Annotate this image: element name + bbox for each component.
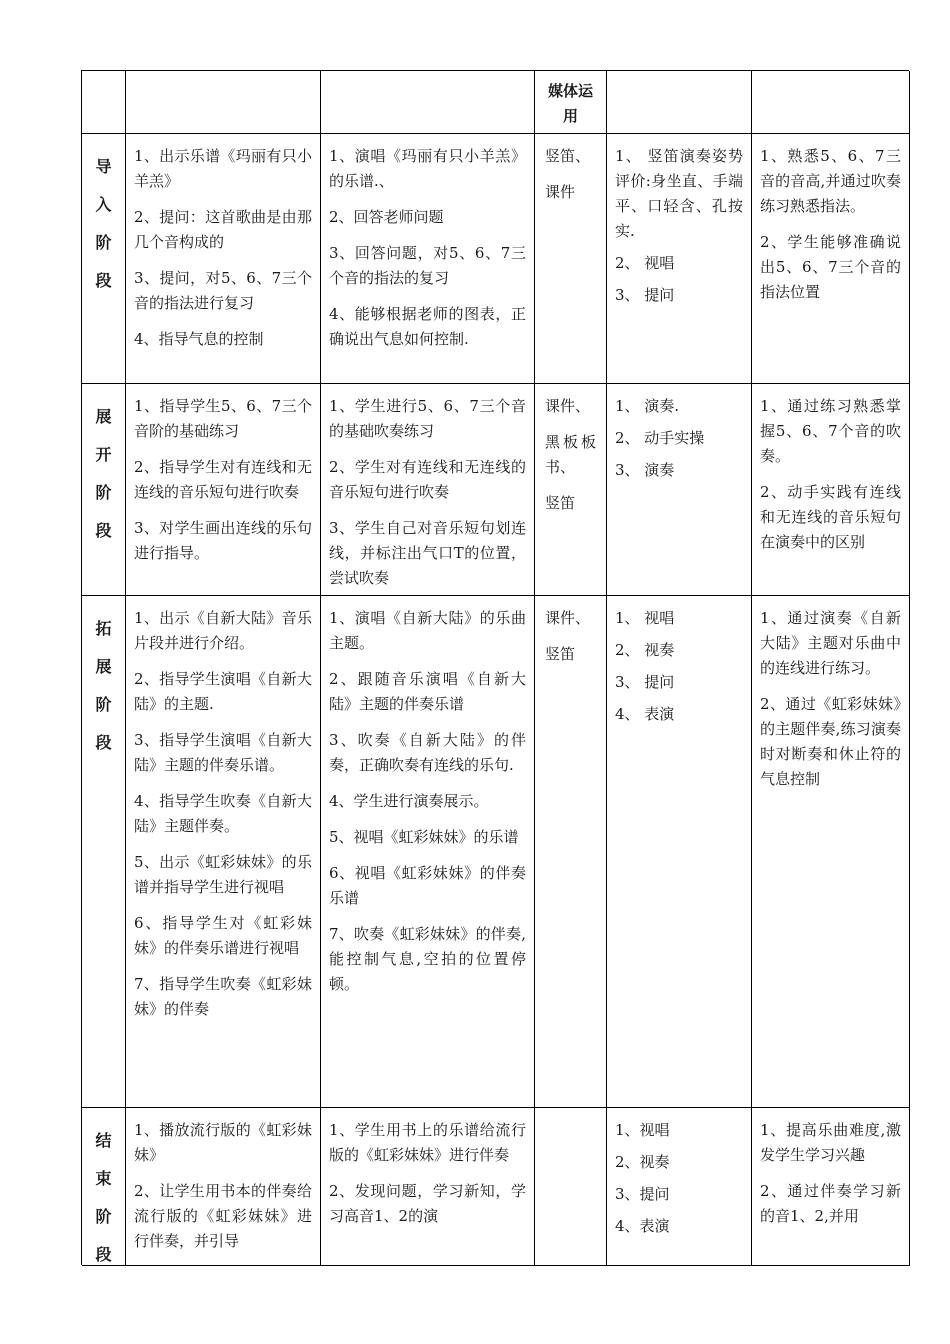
list-item: 2、让学生用书本的伴奏给流行版的《虹彩妹妹》进行伴奏，并引导 — [134, 1182, 312, 1250]
stage-cell — [82, 596, 126, 1108]
teacher-activity-cell — [126, 1108, 321, 1266]
list-item: 3、 提问 — [615, 286, 675, 304]
list-item: 3、学生自己对音乐短句划连线，并标注出气口T的位置，尝试吹奏 — [329, 519, 526, 587]
header-cell-6 — [752, 71, 910, 134]
media-cell — [535, 134, 607, 384]
student-activity-cell — [321, 596, 535, 1108]
list-item: 1、学生用书上的乐谱给流行版的《虹彩妹妹》进行伴奏 — [329, 1121, 526, 1164]
stage-label: 拓展阶段 — [95, 619, 112, 752]
list-item: 2、回答老师问题 — [329, 208, 444, 226]
list-item: 3、吹奏《自新大陆》的伴奏，正确吹奏有连线的乐句. — [329, 731, 526, 774]
list-item: 6、视唱《虹彩妹妹》的伴奏乐谱 — [329, 864, 526, 907]
header-cell-1 — [82, 71, 126, 134]
media-item: 课件、 — [545, 609, 591, 627]
list-item: 2、跟随音乐演唱《自新大陆》主题的伴奏乐谱 — [329, 670, 526, 713]
header-cell-3 — [321, 71, 535, 134]
list-item: 2、 视奏 — [615, 641, 675, 659]
list-item: 4、能够根据老师的图表，正确说出气息如何控制. — [329, 305, 526, 348]
list-item: 1、视唱 — [615, 1121, 670, 1139]
list-item: 1、出示乐谱《玛丽有只小羊羔》 — [134, 147, 312, 190]
goal-cell — [752, 1108, 910, 1266]
teacher-activity-cell — [126, 134, 321, 384]
header-cell-2 — [126, 71, 321, 134]
list-item: 3、对学生画出连线的乐句进行指导。 — [134, 519, 312, 562]
stage-cell — [82, 1108, 126, 1266]
stage-cell — [82, 134, 126, 384]
list-item: 5、视唱《虹彩妹妹》的乐谱 — [329, 828, 519, 846]
list-item: 2、 动手实操 — [615, 429, 705, 447]
media-usage-heading: 媒体运用 — [548, 82, 594, 125]
list-item: 2、指导学生对有连线和无连线的音乐短句进行吹奏 — [134, 458, 312, 501]
list-item: 1、 演奏. — [615, 397, 680, 415]
media-item: 竖笛 — [545, 645, 576, 663]
list-item: 2、通过《虹彩妹妹》的主题伴奏,练习演奏时对断奏和休止符的气息控制 — [760, 695, 901, 788]
media-item: 竖笛 — [545, 494, 576, 512]
list-item: 1、演唱《自新大陆》的乐曲主题。 — [329, 609, 526, 652]
list-item: 1、通过演奏《自新大陆》主题对乐曲中的连线进行练习。 — [760, 609, 901, 677]
list-item: 1、指导学生5、6、7三个音阶的基础练习 — [134, 397, 312, 440]
goal-cell — [752, 134, 910, 384]
list-item: 3、指导学生演唱《自新大陆》主题的伴奏乐谱。 — [134, 731, 312, 774]
stage-cell — [82, 384, 126, 596]
list-item: 5、出示《虹彩妹妹》的乐谱并指导学生进行视唱 — [134, 853, 312, 896]
list-item: 7、指导学生吹奏《虹彩妹妹》的伴奏 — [134, 975, 312, 1018]
list-item: 3、 演奏 — [615, 461, 675, 479]
list-item: 4、学生进行演奏展示。 — [329, 792, 489, 810]
list-item: 4、 表演 — [615, 705, 675, 723]
media-cell — [535, 1108, 607, 1266]
list-item: 1、通过练习熟悉掌握5、6、7个音的吹奏。 — [760, 397, 901, 465]
list-item: 1、熟悉5、6、7三音的音高,并通过吹奏练习熟悉指法。 — [760, 147, 901, 215]
stage-label: 导入阶段 — [95, 157, 112, 290]
student-activity-cell — [321, 1108, 535, 1266]
header-cell-5 — [607, 71, 752, 134]
student-activity-cell — [321, 384, 535, 596]
media-item: 黑板板书、 — [545, 433, 596, 476]
list-item: 2、学生能够准确说出5、6、7三个音的指法位置 — [760, 233, 901, 301]
list-item: 2、通过伴奏学习新的音1、2,并用 — [760, 1182, 901, 1225]
list-item: 2、学生对有连线和无连线的音乐短句进行吹奏 — [329, 458, 526, 501]
goal-cell — [752, 596, 910, 1108]
list-item: 4、表演 — [615, 1217, 670, 1235]
media-cell — [535, 384, 607, 596]
list-item: 3、提问，对5、6、7三个音的指法进行复习 — [134, 269, 312, 312]
list-item: 3、 提问 — [615, 673, 675, 691]
list-item: 6、指导学生对《虹彩妹妹》的伴奏乐谱进行视唱 — [134, 914, 312, 957]
goal-cell — [752, 384, 910, 596]
list-item: 1、 视唱 — [615, 609, 675, 627]
teacher-activity-cell — [126, 596, 321, 1108]
list-item: 7、吹奏《虹彩妹妹》的伴奏,能控制气息,空拍的位置停顿。 — [329, 925, 526, 993]
teacher-activity-cell — [126, 384, 321, 596]
media-cell — [535, 596, 607, 1108]
lesson-plan-table — [81, 70, 909, 1265]
header-media-usage — [535, 71, 607, 134]
media-item: 课件 — [545, 183, 576, 201]
list-item: 2、发现问题，学习新知，学习高音1、2的演 — [329, 1182, 526, 1225]
list-item: 2、提问：这首歌曲是由那几个音构成的 — [134, 208, 312, 251]
list-item: 2、视奏 — [615, 1153, 670, 1171]
list-item: 1、播放流行版的《虹彩妹妹》 — [134, 1121, 312, 1164]
list-item: 1、 竖笛演奏姿势评价:身坐直、手端平、口轻含、孔按实. — [615, 147, 743, 240]
list-item: 1、演唱《玛丽有只小羊羔》的乐谱.、 — [329, 147, 526, 190]
list-item: 1、出示《自新大陆》音乐片段并进行介绍。 — [134, 609, 312, 652]
list-item: 2、指导学生演唱《自新大陆》的主题. — [134, 670, 312, 713]
list-item: 1、学生进行5、6、7三个音的基础吹奏练习 — [329, 397, 526, 440]
list-item: 3、提问 — [615, 1185, 670, 1203]
method-cell — [607, 1108, 752, 1266]
list-item: 4、指导学生吹奏《自新大陆》主题伴奏。 — [134, 792, 312, 835]
media-item: 竖笛、 — [545, 147, 591, 165]
list-item: 2、 视唱 — [615, 254, 675, 272]
student-activity-cell — [321, 134, 535, 384]
list-item: 3、回答问题，对5、6、7三个音的指法的复习 — [329, 244, 526, 287]
stage-label: 结束阶段 — [95, 1131, 112, 1264]
list-item: 2、动手实践有连线和无连线的音乐短句在演奏中的区别 — [760, 483, 901, 551]
method-cell — [607, 384, 752, 596]
media-item: 课件、 — [545, 397, 591, 415]
list-item: 1、提高乐曲难度,激发学生学习兴趣 — [760, 1121, 901, 1164]
method-cell — [607, 134, 752, 384]
stage-label: 展开阶段 — [95, 407, 112, 540]
method-cell — [607, 596, 752, 1108]
list-item: 4、指导气息的控制 — [134, 330, 264, 348]
